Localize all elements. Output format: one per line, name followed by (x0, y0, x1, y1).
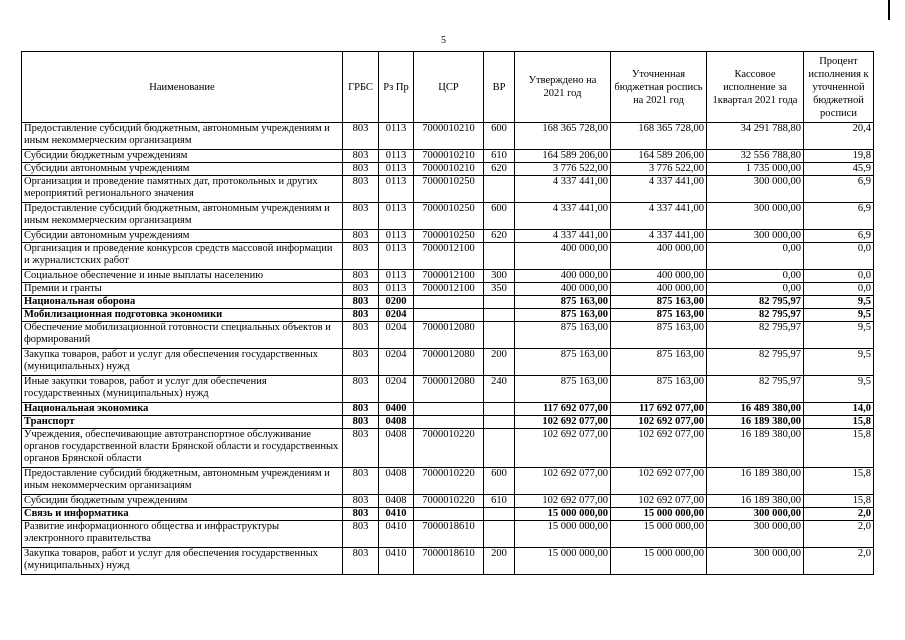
cell-approved: 875 163,00 (515, 309, 611, 322)
header-name: Наименование (22, 52, 343, 123)
table-row (22, 163, 874, 176)
cell-approved: 875 163,00 (515, 376, 611, 403)
cell-name: Социальное обеспечение и иные выплаты населению (22, 270, 343, 283)
cell-rzpr: 0408 (379, 429, 414, 468)
cell-approved: 102 692 077,00 (515, 416, 611, 429)
cell-percent: 15,8 (804, 495, 874, 508)
cell-name: Развитие информационного общества и инфраструктуры электронного правительства (22, 521, 343, 548)
cell-refined: 875 163,00 (611, 349, 707, 376)
cell-vr: 200 (484, 349, 515, 376)
cell-vr: 620 (484, 230, 515, 243)
cell-refined: 102 692 077,00 (611, 495, 707, 508)
cell-name: Закупка товаров, работ и услуг для обеспечения государственных (муниципальных) нужд (22, 548, 343, 575)
cell-csr: 7000010220 (414, 495, 484, 508)
cell-rzpr: 0408 (379, 495, 414, 508)
cell-rzpr: 0408 (379, 416, 414, 429)
table-row (22, 230, 874, 243)
cell-grbs: 803 (343, 416, 379, 429)
cell-approved: 102 692 077,00 (515, 429, 611, 468)
cell-csr: 7000018610 (414, 548, 484, 575)
cell-vr (484, 322, 515, 349)
cell-approved: 3 776 522,00 (515, 163, 611, 176)
cell-approved: 400 000,00 (515, 270, 611, 283)
cell-name: Организация и проведение памятных дат, протокольных и других мероприятий регионального значения (22, 176, 343, 203)
cell-name: Субсидии автономным учреждениям (22, 163, 343, 176)
cell-percent: 9,5 (804, 309, 874, 322)
cell-name: Национальная оборона (22, 296, 343, 309)
cell-approved: 4 337 441,00 (515, 203, 611, 230)
cell-grbs: 803 (343, 123, 379, 150)
cell-csr: 7000010250 (414, 230, 484, 243)
cell-cash: 16 189 380,00 (707, 429, 804, 468)
header-rzpr: Рз Пр (379, 52, 414, 123)
cell-csr: 7000010250 (414, 203, 484, 230)
cell-cash: 300 000,00 (707, 176, 804, 203)
cell-csr: 7000010210 (414, 150, 484, 163)
cell-vr: 600 (484, 123, 515, 150)
cell-grbs: 803 (343, 283, 379, 296)
cell-approved: 400 000,00 (515, 243, 611, 270)
cell-refined: 168 365 728,00 (611, 123, 707, 150)
cell-cash: 0,00 (707, 243, 804, 270)
cell-refined: 875 163,00 (611, 309, 707, 322)
cell-csr (414, 508, 484, 521)
cell-approved: 15 000 000,00 (515, 508, 611, 521)
cell-name: Национальная экономика (22, 403, 343, 416)
cell-cash: 300 000,00 (707, 521, 804, 548)
cell-refined: 400 000,00 (611, 283, 707, 296)
cell-vr: 610 (484, 495, 515, 508)
cell-name: Иные закупки товаров, работ и услуг для обеспечения государственных (муниципальных) нужд (22, 376, 343, 403)
cell-cash: 82 795,97 (707, 322, 804, 349)
cell-csr: 7000010220 (414, 468, 484, 495)
cell-rzpr: 0113 (379, 270, 414, 283)
cell-approved: 4 337 441,00 (515, 176, 611, 203)
cell-approved: 4 337 441,00 (515, 230, 611, 243)
cell-name: Предоставление субсидий бюджетным, автономным учреждениям и иным некоммерческим организациям (22, 203, 343, 230)
cell-name: Предоставление субсидий бюджетным, автономным учреждениям и иным некоммерческим организациям (22, 123, 343, 150)
budget-table (21, 51, 874, 575)
cell-rzpr: 0410 (379, 548, 414, 575)
cell-grbs: 803 (343, 548, 379, 575)
cell-csr: 7000010210 (414, 123, 484, 150)
cell-vr: 240 (484, 376, 515, 403)
cell-refined: 400 000,00 (611, 270, 707, 283)
cell-vr (484, 429, 515, 468)
header-cash: Кассовое исполнение за 1квартал 2021 года (707, 52, 804, 123)
cell-grbs: 803 (343, 243, 379, 270)
cell-grbs: 803 (343, 468, 379, 495)
cell-refined: 400 000,00 (611, 243, 707, 270)
cell-grbs: 803 (343, 203, 379, 230)
table-row (22, 495, 874, 508)
cell-rzpr: 0113 (379, 283, 414, 296)
cell-grbs: 803 (343, 309, 379, 322)
cell-percent: 0,0 (804, 243, 874, 270)
cell-cash: 82 795,97 (707, 376, 804, 403)
cell-csr (414, 309, 484, 322)
header-vr: ВР (484, 52, 515, 123)
table-row (22, 322, 874, 349)
cell-csr: 7000012100 (414, 270, 484, 283)
cell-percent: 6,9 (804, 203, 874, 230)
cell-cash: 82 795,97 (707, 309, 804, 322)
scan-edge-mark (888, 0, 890, 20)
cell-refined: 4 337 441,00 (611, 176, 707, 203)
cell-approved: 102 692 077,00 (515, 495, 611, 508)
cell-cash: 34 291 788,80 (707, 123, 804, 150)
table-row (22, 150, 874, 163)
cell-name: Предоставление субсидий бюджетным, автономным учреждениям и иным некоммерческим организациям (22, 468, 343, 495)
cell-vr: 610 (484, 150, 515, 163)
cell-vr (484, 243, 515, 270)
cell-percent: 15,8 (804, 416, 874, 429)
cell-name: Обеспечение мобилизационной готовности специальных объектов и формирований (22, 322, 343, 349)
cell-rzpr: 0410 (379, 521, 414, 548)
table-row (22, 243, 874, 270)
table-row (22, 468, 874, 495)
cell-vr (484, 403, 515, 416)
cell-rzpr: 0204 (379, 376, 414, 403)
cell-name: Учреждения, обеспечивающие автотранспортное обслуживание органов государственной власти Брянской области и государственных органов Брянской области (22, 429, 343, 468)
table-body (22, 123, 874, 575)
cell-rzpr: 0113 (379, 176, 414, 203)
cell-approved: 400 000,00 (515, 283, 611, 296)
cell-vr (484, 508, 515, 521)
cell-rzpr: 0410 (379, 508, 414, 521)
cell-cash: 300 000,00 (707, 508, 804, 521)
cell-rzpr: 0400 (379, 403, 414, 416)
cell-cash: 0,00 (707, 283, 804, 296)
cell-vr: 620 (484, 163, 515, 176)
cell-percent: 9,5 (804, 296, 874, 309)
cell-name: Субсидии бюджетным учреждениям (22, 150, 343, 163)
cell-name: Закупка товаров, работ и услуг для обеспечения государственных (муниципальных) нужд (22, 349, 343, 376)
cell-rzpr: 0204 (379, 349, 414, 376)
cell-csr (414, 416, 484, 429)
cell-percent: 0,0 (804, 270, 874, 283)
cell-vr (484, 176, 515, 203)
cell-cash: 16 489 380,00 (707, 403, 804, 416)
cell-grbs: 803 (343, 521, 379, 548)
cell-vr: 600 (484, 468, 515, 495)
cell-grbs: 803 (343, 495, 379, 508)
header-approved: Утверждено на 2021 год (515, 52, 611, 123)
cell-refined: 4 337 441,00 (611, 230, 707, 243)
cell-name: Субсидии автономным учреждениям (22, 230, 343, 243)
cell-csr (414, 403, 484, 416)
table-row (22, 296, 874, 309)
cell-name: Транспорт (22, 416, 343, 429)
table-row (22, 176, 874, 203)
cell-csr: 7000012080 (414, 349, 484, 376)
cell-refined: 3 776 522,00 (611, 163, 707, 176)
cell-rzpr: 0408 (379, 468, 414, 495)
cell-approved: 875 163,00 (515, 322, 611, 349)
cell-csr: 7000012100 (414, 283, 484, 296)
table-row (22, 349, 874, 376)
table-row (22, 283, 874, 296)
table-row (22, 521, 874, 548)
cell-vr (484, 521, 515, 548)
cell-approved: 168 365 728,00 (515, 123, 611, 150)
cell-percent: 2,0 (804, 521, 874, 548)
cell-percent: 9,5 (804, 322, 874, 349)
cell-percent: 14,0 (804, 403, 874, 416)
cell-cash: 82 795,97 (707, 296, 804, 309)
cell-name: Премии и гранты (22, 283, 343, 296)
cell-grbs: 803 (343, 349, 379, 376)
cell-percent: 15,8 (804, 429, 874, 468)
cell-percent: 2,0 (804, 548, 874, 575)
cell-approved: 875 163,00 (515, 296, 611, 309)
header-refined: Уточненная бюджетная роспись на 2021 год (611, 52, 707, 123)
cell-name: Субсидии бюджетным учреждениям (22, 495, 343, 508)
table-row (22, 403, 874, 416)
cell-csr: 7000010220 (414, 429, 484, 468)
cell-grbs: 803 (343, 429, 379, 468)
cell-refined: 875 163,00 (611, 376, 707, 403)
cell-percent: 20,4 (804, 123, 874, 150)
cell-rzpr: 0204 (379, 322, 414, 349)
cell-csr (414, 296, 484, 309)
cell-percent: 19,8 (804, 150, 874, 163)
cell-refined: 102 692 077,00 (611, 468, 707, 495)
table-row (22, 376, 874, 403)
cell-name: Организация и проведение конкурсов средств массовой информации и журналистских работ (22, 243, 343, 270)
header-percent: Процент исполнения к уточненной бюджетной росписи (804, 52, 874, 123)
cell-cash: 32 556 788,80 (707, 150, 804, 163)
cell-refined: 15 000 000,00 (611, 508, 707, 521)
table-row (22, 270, 874, 283)
cell-refined: 164 589 206,00 (611, 150, 707, 163)
cell-cash: 16 189 380,00 (707, 468, 804, 495)
cell-approved: 15 000 000,00 (515, 548, 611, 575)
cell-csr: 7000012080 (414, 376, 484, 403)
cell-refined: 102 692 077,00 (611, 429, 707, 468)
cell-csr: 7000012100 (414, 243, 484, 270)
cell-name: Связь и информатика (22, 508, 343, 521)
cell-percent: 2,0 (804, 508, 874, 521)
cell-cash: 300 000,00 (707, 230, 804, 243)
table-header-row (22, 52, 874, 123)
page-number: 5 (441, 35, 446, 46)
header-grbs: ГРБС (343, 52, 379, 123)
cell-grbs: 803 (343, 376, 379, 403)
cell-vr: 600 (484, 203, 515, 230)
cell-vr: 350 (484, 283, 515, 296)
cell-cash: 82 795,97 (707, 349, 804, 376)
cell-vr: 200 (484, 548, 515, 575)
cell-grbs: 803 (343, 322, 379, 349)
cell-vr (484, 416, 515, 429)
cell-cash: 300 000,00 (707, 203, 804, 230)
cell-name: Мобилизационная подготовка экономики (22, 309, 343, 322)
cell-refined: 15 000 000,00 (611, 521, 707, 548)
cell-grbs: 803 (343, 270, 379, 283)
cell-grbs: 803 (343, 403, 379, 416)
cell-percent: 9,5 (804, 349, 874, 376)
cell-rzpr: 0113 (379, 243, 414, 270)
cell-refined: 875 163,00 (611, 322, 707, 349)
cell-percent: 9,5 (804, 376, 874, 403)
table-row (22, 508, 874, 521)
table-row (22, 429, 874, 468)
header-csr: ЦСР (414, 52, 484, 123)
cell-percent: 0,0 (804, 283, 874, 296)
cell-approved: 875 163,00 (515, 349, 611, 376)
cell-refined: 15 000 000,00 (611, 548, 707, 575)
cell-vr (484, 309, 515, 322)
cell-approved: 15 000 000,00 (515, 521, 611, 548)
cell-refined: 117 692 077,00 (611, 403, 707, 416)
table-row (22, 123, 874, 150)
cell-csr: 7000012080 (414, 322, 484, 349)
table-row (22, 203, 874, 230)
table-row (22, 309, 874, 322)
cell-rzpr: 0113 (379, 203, 414, 230)
cell-percent: 45,9 (804, 163, 874, 176)
cell-cash: 300 000,00 (707, 548, 804, 575)
cell-csr: 7000010210 (414, 163, 484, 176)
cell-grbs: 803 (343, 508, 379, 521)
cell-approved: 117 692 077,00 (515, 403, 611, 416)
cell-rzpr: 0113 (379, 150, 414, 163)
cell-rzpr: 0204 (379, 309, 414, 322)
cell-grbs: 803 (343, 150, 379, 163)
cell-rzpr: 0113 (379, 230, 414, 243)
cell-refined: 102 692 077,00 (611, 416, 707, 429)
cell-refined: 875 163,00 (611, 296, 707, 309)
cell-cash: 16 189 380,00 (707, 495, 804, 508)
cell-rzpr: 0113 (379, 123, 414, 150)
cell-csr: 7000018610 (414, 521, 484, 548)
table-row (22, 548, 874, 575)
table-row (22, 416, 874, 429)
cell-grbs: 803 (343, 230, 379, 243)
cell-cash: 16 189 380,00 (707, 416, 804, 429)
cell-rzpr: 0200 (379, 296, 414, 309)
cell-grbs: 803 (343, 176, 379, 203)
cell-percent: 15,8 (804, 468, 874, 495)
cell-cash: 0,00 (707, 270, 804, 283)
cell-vr: 300 (484, 270, 515, 283)
cell-rzpr: 0113 (379, 163, 414, 176)
cell-cash: 1 735 000,00 (707, 163, 804, 176)
cell-vr (484, 296, 515, 309)
cell-approved: 164 589 206,00 (515, 150, 611, 163)
cell-grbs: 803 (343, 163, 379, 176)
cell-percent: 6,9 (804, 230, 874, 243)
cell-refined: 4 337 441,00 (611, 203, 707, 230)
cell-csr: 7000010250 (414, 176, 484, 203)
cell-grbs: 803 (343, 296, 379, 309)
cell-approved: 102 692 077,00 (515, 468, 611, 495)
cell-percent: 6,9 (804, 176, 874, 203)
